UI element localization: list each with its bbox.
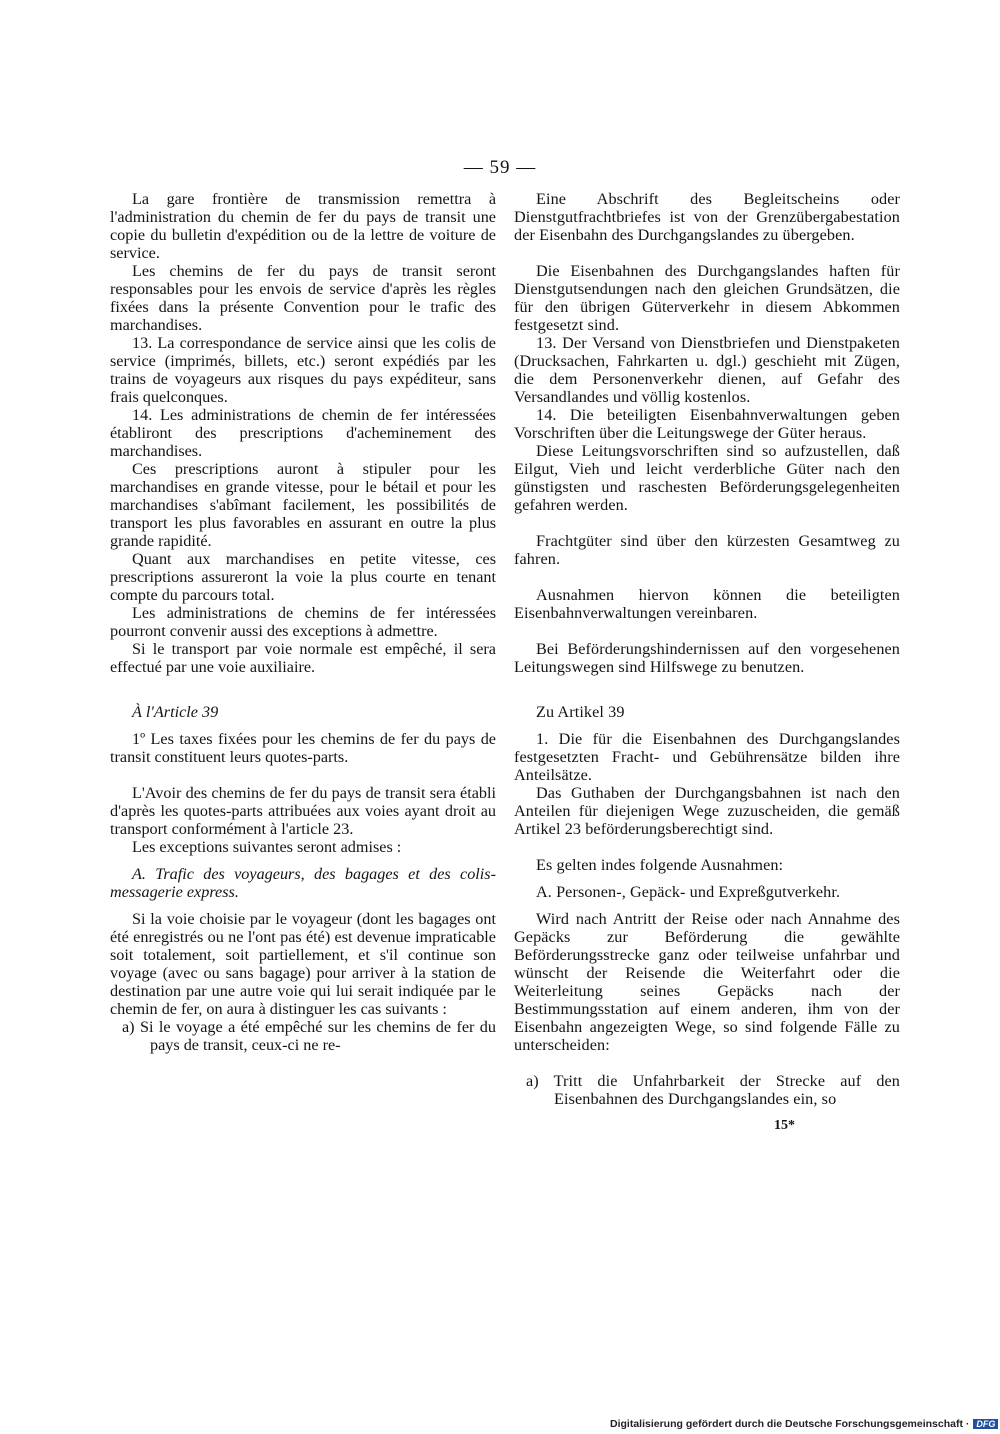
fr-paragraph: 14. Les administrations de chemin de fer intéressées établiront des prescriptions d'acheminement des marchandises. bbox=[110, 406, 496, 460]
fr-paragraph: Quant aux marchandises en petite vitesse, ces prescriptions assureront la voie la plus courte en tenant compte du parcours total. bbox=[110, 550, 496, 604]
fr-subheading: A. Trafic des voyageurs, des bagages et des colis-messagerie express. bbox=[110, 865, 496, 901]
fr-paragraph: 13. La correspondance de service ainsi que les colis de service (imprimés, billets, etc.) seront expédiés par les trains de voyageurs aux risques du pays expéditeur, sans frais quelconques. bbox=[110, 334, 496, 406]
de-paragraph: Bei Beförderungshindernissen auf den vorgesehenen Leitungswegen sind Hilfswege zu benutzen. bbox=[514, 640, 900, 676]
de-paragraph: Es gelten indes folgende Ausnahmen: bbox=[536, 856, 784, 874]
de-paragraph: 14. Die beteiligten Eisenbahnverwaltungen geben Vorschriften über die Leitungswege der Güter heraus. bbox=[514, 406, 900, 442]
page-number: — 59 — bbox=[463, 157, 537, 178]
footer-credit bbox=[610, 1418, 995, 1432]
footer-text: Digitalisierung gefördert durch die Deutsche Forschungsgemeinschaft · bbox=[610, 1418, 970, 1430]
french-column bbox=[110, 190, 496, 1054]
fr-paragraph-a: a) Si le voyage a été empêché sur les chemins de fer du pays de transit, ceux-ci ne re- bbox=[122, 1018, 496, 1054]
dfg-logo: DFG bbox=[973, 1419, 998, 1429]
de-paragraph: Wird nach Antritt der Reise oder nach Annahme des Gepäcks zur Beförderung die gewählte Beförderungsstrecke ganz oder teilweise unfahrbar und wünscht der Reisende die Weiterfahrt oder die Weiterleitung seines Gepäcks nach der Bestimmungsstation auf einem anderen, ihm von der Eisenbahn angezeigten Wege, so sind folgende Fälle zu unterscheiden: bbox=[514, 910, 900, 1054]
fr-paragraph: Les chemins de fer du pays de transit seront responsables pour les envois de service d'après les règles fixées dans la présente Convention pour le trafic des marchandises. bbox=[110, 262, 496, 334]
de-paragraph: 13. Der Versand von Dienstbriefen und Dienstpaketen (Drucksachen, Fahrkarten u. dgl.) geschieht mit Zügen, die dem Personenverkehr dienen, auf Gefahr des Versandlandes und völlig kostenlos. bbox=[514, 334, 900, 406]
fr-paragraph: La gare frontière de transmission remettra à l'administration du chemin de fer du pays de transit une copie du bulletin d'expédition ou de la lettre de voiture de service. bbox=[110, 190, 496, 262]
fr-paragraph: Si le transport par voie normale est empêché, il sera effectué par une voie auxiliaire. bbox=[110, 640, 496, 676]
de-paragraph: Diese Leitungsvorschriften sind so aufzustellen, daß Eilgut, Vieh und leicht verderbliche Güter nach den günstigsten und raschesten Beförderungsgelegenheiten gefahren werden. bbox=[514, 442, 900, 514]
german-column bbox=[514, 190, 900, 1134]
fr-article-heading: À l'Article 39 bbox=[132, 703, 219, 721]
de-paragraph: Frachtgüter sind über den kürzesten Gesamtweg zu fahren. bbox=[514, 532, 900, 568]
fr-paragraph: Les administrations de chemins de fer intéressées pourront convenir aussi des exceptions à admettre. bbox=[110, 604, 496, 640]
fr-paragraph: L'Avoir des chemins de fer du pays de transit sera établi d'après les quotes-parts attribuées aux voies ayant droit au transport conformément à l'article 23. bbox=[110, 784, 496, 838]
de-article-heading: Zu Artikel 39 bbox=[536, 703, 625, 721]
fr-paragraph: 1º Les taxes fixées pour les chemins de fer du pays de transit constituent leurs quotes-parts. bbox=[110, 730, 496, 766]
de-paragraph: 1. Die für die Eisenbahnen des Durchgangslandes festgesetzten Fracht- und Gebührensätze bilden ihre Anteilsätze. bbox=[514, 730, 900, 784]
signature-mark: 15* bbox=[774, 1118, 795, 1133]
de-paragraph: Eine Abschrift des Begleitscheins oder Dienstgutfrachtbriefes ist von der Grenzübergabestation der Eisenbahn des Durchgangslandes zu übergeben. bbox=[514, 190, 900, 244]
fr-paragraph: Ces prescriptions auront à stipuler pour les marchandises en grande vitesse, pour le bétail et pour les marchandises s'abîmant facilement, les possibilités de transport les plus favorables en assurant en outre la plus grande rapidité. bbox=[110, 460, 496, 550]
fr-paragraph: Les exceptions suivantes seront admises : bbox=[132, 838, 402, 856]
de-paragraph: Die Eisenbahnen des Durchgangslandes haften für Dienstgutsendungen nach den gleichen Grundsätzen, die für den übrigen Güterverkehr in diesem Abkommen festgesetzt sind. bbox=[514, 262, 900, 334]
fr-paragraph: Si la voie choisie par le voyageur (dont les bagages ont été enregistrés ou ne l'ont pas été) est devenue impraticable soit totalement, soit partiellement, et s'il continue son voyage (avec ou sans bagage) pour arriver à la station de destination par une autre voie qui lui serait indiquée par le chemin de fer, on aura à distinguer les cas suivants : bbox=[110, 910, 496, 1018]
de-subheading: A. Personen-, Gepäck- und Expreßgutverkehr. bbox=[536, 883, 841, 901]
de-paragraph: Ausnahmen hiervon können die beteiligten Eisenbahnverwaltungen vereinbaren. bbox=[514, 586, 900, 622]
de-paragraph-a: a) Tritt die Unfahrbarkeit der Strecke auf den Eisenbahnen des Durchgangslandes ein, so bbox=[526, 1072, 900, 1108]
de-paragraph: Das Guthaben der Durchgangsbahnen ist nach den Anteilen für diejenigen Wege zuzuscheiden, die gemäß Artikel 23 beförderungsberechtigt sind. bbox=[514, 784, 900, 838]
